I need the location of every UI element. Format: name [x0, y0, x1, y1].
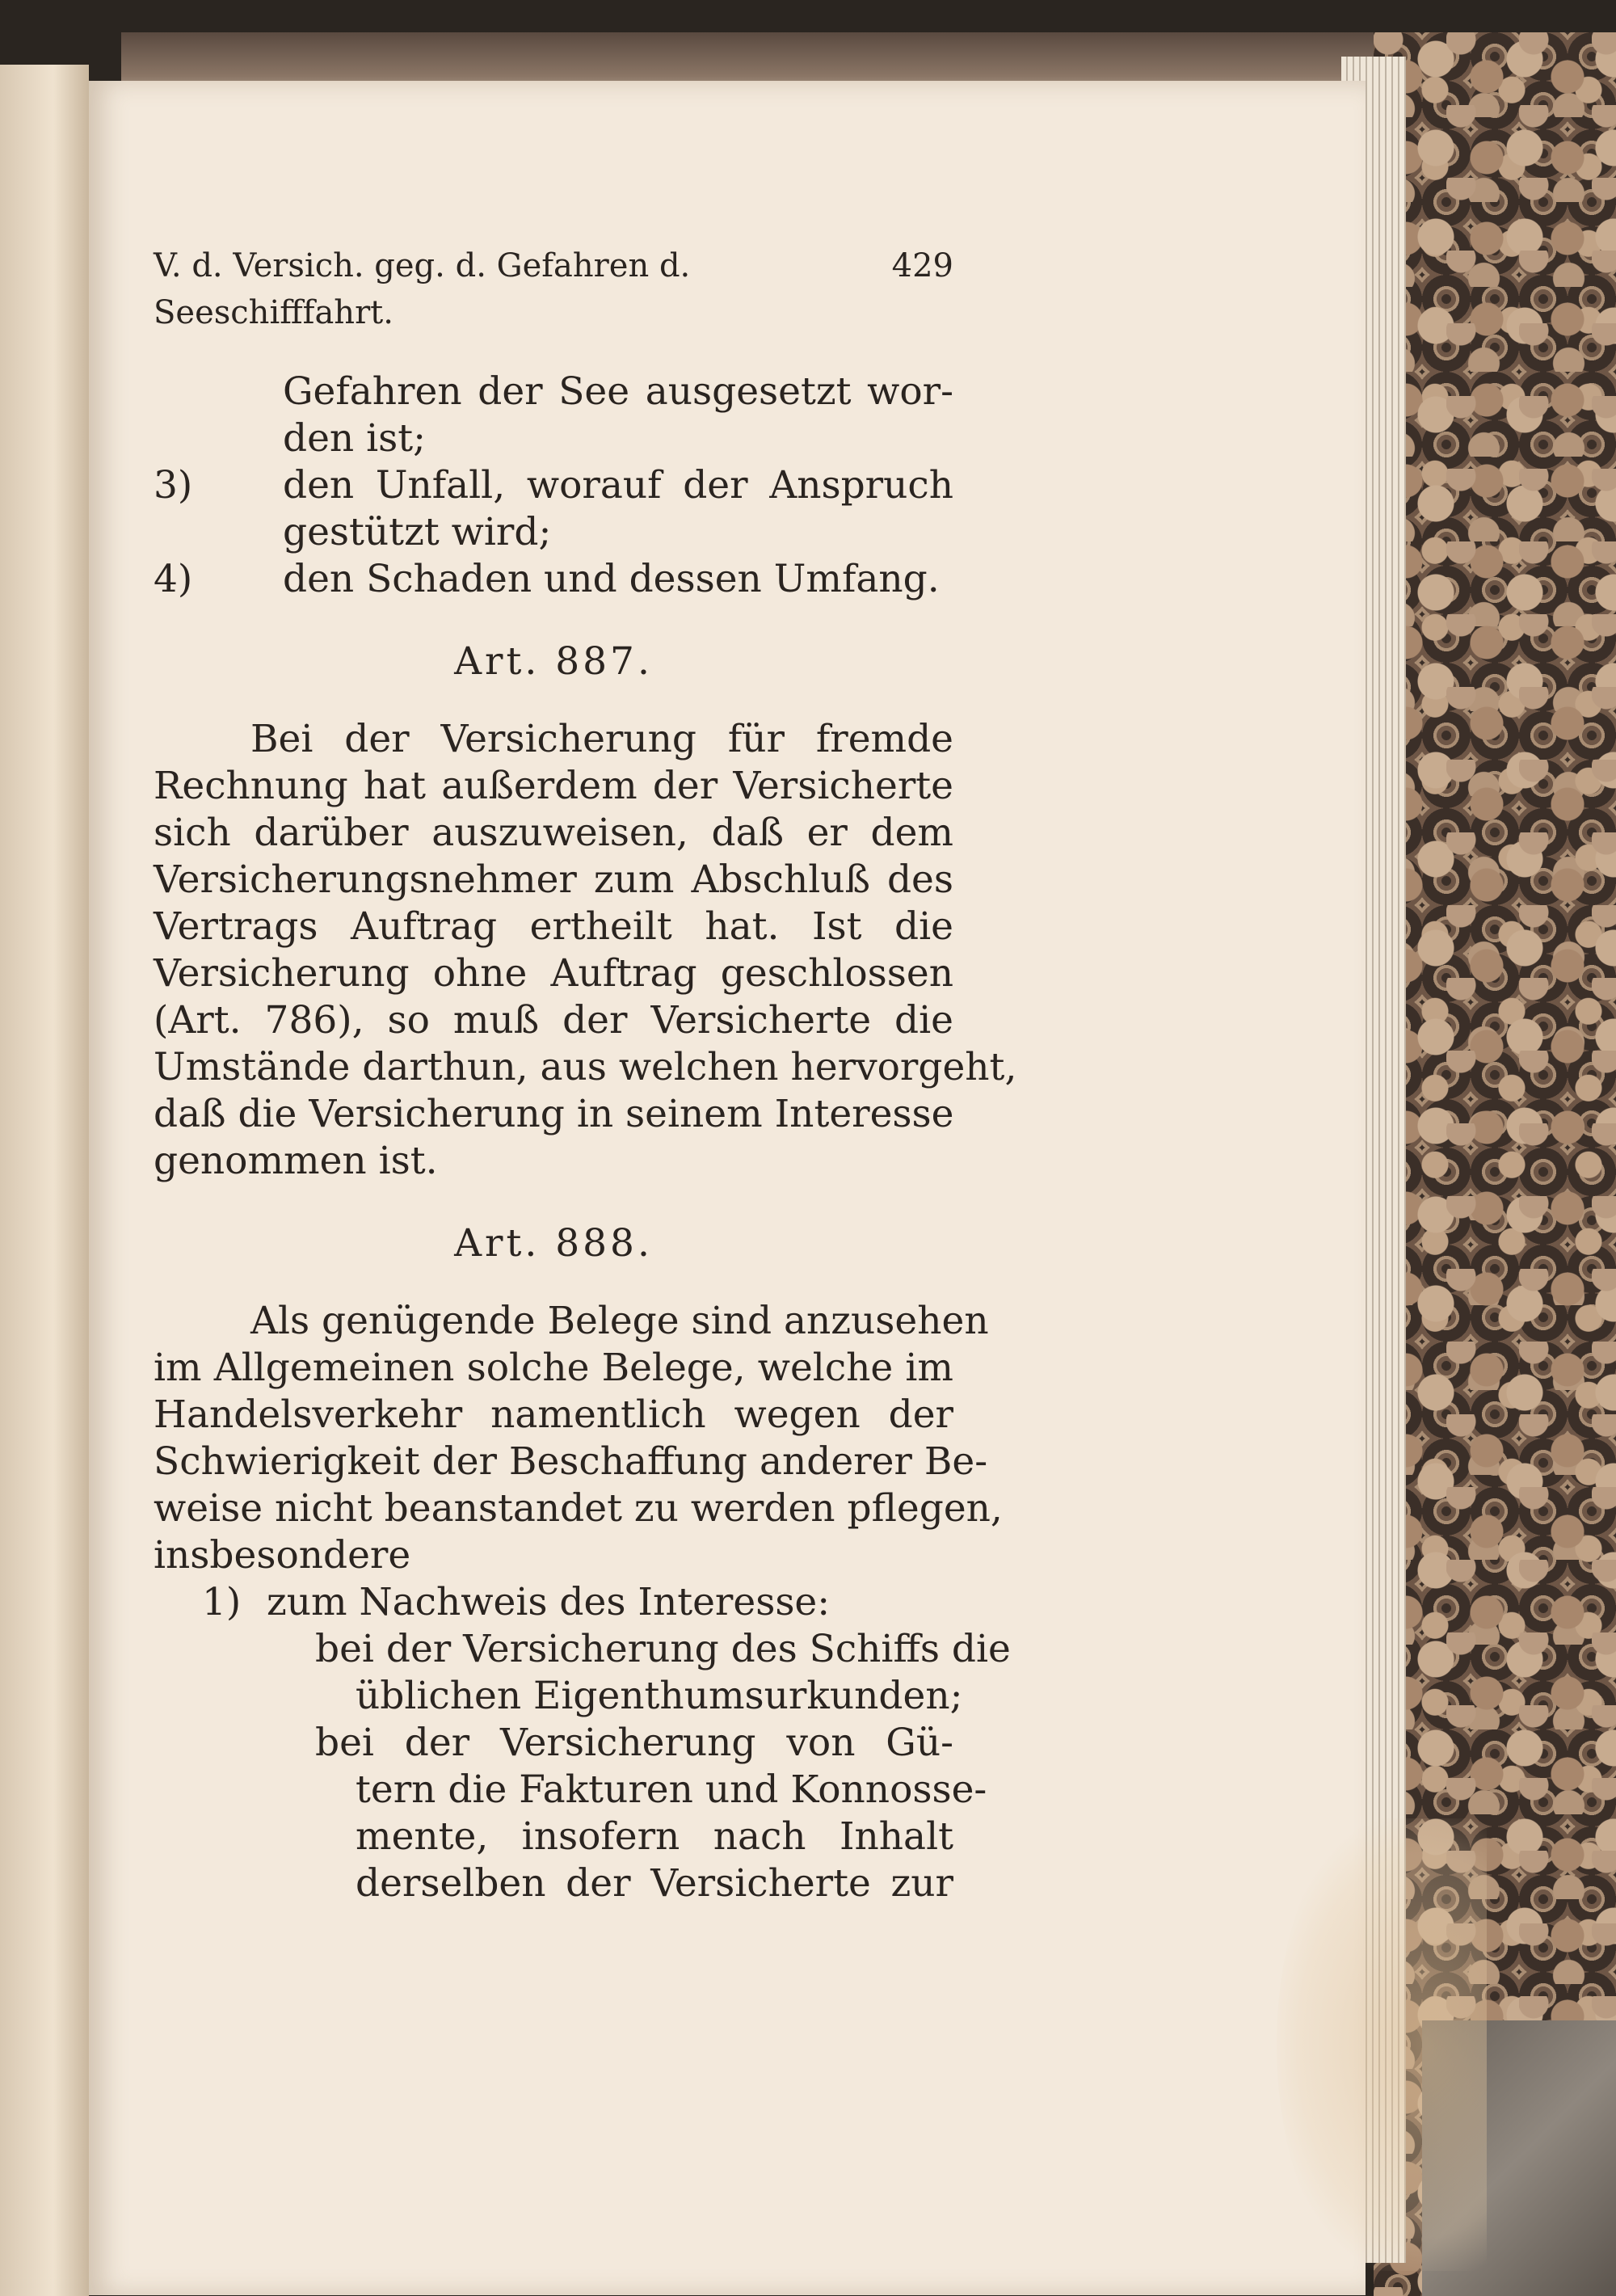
text-line: mente, insofern nach Inhalt [356, 1814, 953, 1859]
text-line: üblichen Eigenthumsurkunden; [356, 1674, 963, 1718]
text-line: weise nicht beanstandet zu werden pflegen, [154, 1486, 1003, 1531]
text-line: Bei der Versicherung für fremde [250, 717, 953, 761]
article-888-body [154, 1298, 1011, 1907]
text-line: sich darüber auszuweisen, daß er dem [154, 811, 953, 855]
page-stain [1277, 1818, 1487, 2271]
text-line: Versicherung ohne Auftrag geschlossen [154, 951, 953, 996]
running-header [154, 242, 953, 336]
page-text [154, 242, 1017, 1907]
text-line: tern die Fakturen und Konnosse- [356, 1767, 987, 1812]
item-number: 3) [154, 463, 193, 508]
text-line: Umstände darthun, aus welchen hervorgeht, [154, 1045, 1017, 1089]
text-line: Schwierigkeit der Beschaffung anderer Be- [154, 1439, 988, 1484]
text-line: insbesondere [154, 1533, 411, 1578]
article-887-body [154, 716, 1017, 1185]
item-number: 4) [154, 557, 193, 601]
text-line: daß die Versicherung in seinem Interesse [154, 1092, 954, 1136]
page-number: 429 [891, 247, 953, 284]
text-line: gestützt wird; [283, 510, 552, 554]
text-line: den ist; [283, 416, 426, 461]
running-title: V. d. Versich. geg. d. Gefahren d. Seeschifffahrt. [154, 247, 691, 331]
list-item-4 [154, 556, 953, 603]
text-line: (Art. 786), so muß der Versicherte die [154, 998, 953, 1043]
text-line: Vertrags Auftrag ertheilt hat. Ist die [154, 904, 953, 949]
text-line: zum Nachweis des Interesse: [267, 1580, 831, 1624]
text-line: Versicherungsnehmer zum Abschluß des [154, 857, 953, 902]
list-item-1 [154, 1579, 953, 1626]
text-line: Gefahren der See ausgesetzt wor- [283, 369, 953, 414]
text-line: bei der Versicherung von Gü- [315, 1721, 953, 1765]
text-line: den Schaden und dessen Umfang. [283, 557, 940, 601]
item-number: 1) [202, 1580, 242, 1624]
text-line: Als genügende Belege sind anzusehen [250, 1299, 989, 1343]
text-line: derselben der Versicherte zur [356, 1861, 953, 1906]
facing-page-edge [0, 65, 89, 2296]
article-heading-887: Art. 887. [454, 639, 653, 684]
list-item-3 [154, 462, 953, 556]
article-heading-888: Art. 888. [454, 1221, 653, 1266]
text-line: Rechnung hat außerdem der Versicherte [154, 764, 953, 808]
text-line: Handelsverkehr namentlich wegen der [154, 1392, 953, 1437]
text-line: genommen ist. [154, 1139, 438, 1183]
text-line: im Allgemeinen solche Belege, welche im [154, 1346, 953, 1390]
text-line: den Unfall, worauf der Anspruch [283, 463, 953, 508]
text-line: bei der Versicherung des Schiffs die [315, 1627, 1011, 1671]
